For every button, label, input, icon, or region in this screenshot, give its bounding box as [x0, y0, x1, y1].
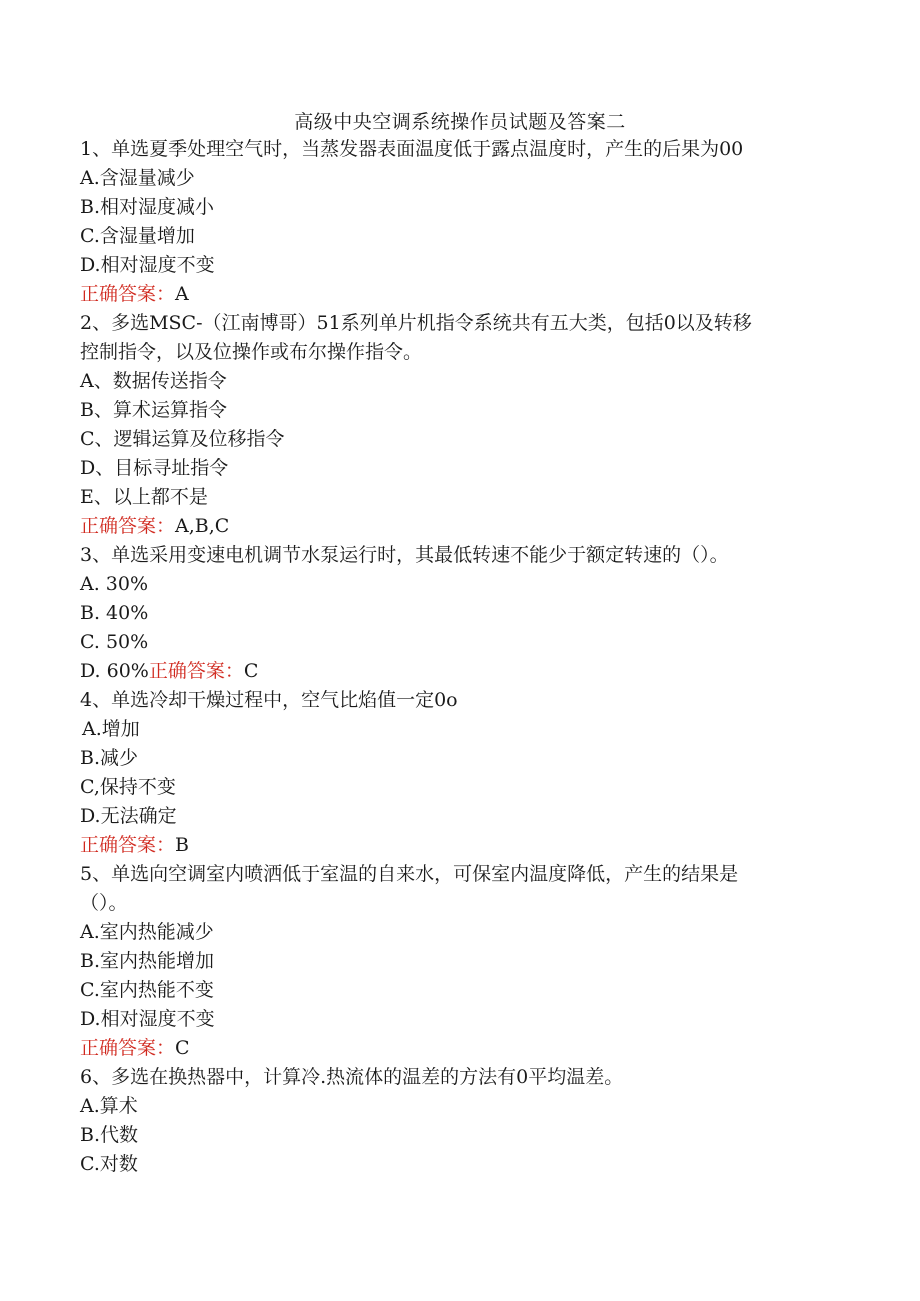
question-stem: 1、单选夏季处理空气时，当蒸发器表面温度低于露点温度时，产生的后果为00 — [80, 138, 744, 160]
document-title: 高级中央空调系统操作员试题及答案二 — [294, 111, 626, 133]
option-a: A、数据传送指令 — [80, 370, 227, 392]
option-b: B、算术运算指令 — [80, 399, 227, 421]
option-b: B.代数 — [80, 1124, 139, 1146]
question-stem: 4、单选冷却干燥过程中，空气比焰值一定0o — [80, 689, 458, 711]
option-b: B. 40% — [80, 602, 149, 624]
question-5 — [80, 860, 850, 1063]
option-c: C.含湿量增加 — [80, 225, 195, 247]
question-2 — [80, 309, 850, 541]
answer-label: 正确答案： — [80, 834, 176, 856]
question-stem: 3、单选采用变速电机调节水泵运行时，其最低转速不能少于额定转速的（）。 — [80, 544, 729, 566]
option-c: C.室内热能不变 — [80, 979, 214, 1001]
option-b: B.减少 — [80, 747, 139, 769]
question-1 — [80, 135, 850, 309]
answer-value: A — [175, 283, 189, 305]
answer-label: 正确答案： — [80, 1037, 176, 1059]
answer-value: B — [175, 834, 189, 856]
answer-label: 正确答案： — [80, 283, 176, 305]
option-c: C. 50% — [80, 631, 149, 653]
option-d: D. 60% — [80, 660, 149, 682]
answer-line — [80, 280, 850, 309]
option-c: C.对数 — [80, 1153, 138, 1175]
answer-line — [80, 831, 850, 860]
option-c: C、逻辑运算及位移指令 — [80, 428, 285, 450]
question-list — [80, 135, 850, 1179]
option-d-with-answer — [80, 657, 850, 686]
option-d: D.相对湿度不变 — [80, 254, 215, 276]
option-c: C,保持不变 — [80, 776, 176, 798]
question-stem: 6、多选在换热器中，计算冷.热流体的温差的方法有0平均温差。 — [80, 1066, 624, 1088]
question-stem-line-2: 控制指令，以及位操作或布尔操作指令。 — [80, 341, 423, 363]
option-e: E、以上都不是 — [80, 486, 208, 508]
answer-line — [80, 1034, 850, 1063]
answer-value: C — [243, 660, 259, 682]
option-a: A.含湿量减少 — [80, 167, 195, 189]
question-4 — [80, 686, 850, 860]
question-stem-line-1: 2、多选MSC-（江南博哥）51系列单片机指令系统共有五大类，包括0以及转移 — [80, 312, 752, 334]
option-a: A.室内热能减少 — [80, 921, 214, 943]
option-a: A.增加 — [82, 718, 140, 740]
answer-value: C — [175, 1037, 190, 1059]
option-d: D、目标寻址指令 — [80, 457, 229, 479]
answer-line — [80, 512, 850, 541]
question-stem-line-2: （）。 — [80, 892, 128, 914]
answer-label: 正确答案： — [148, 660, 244, 682]
option-b: B.相对湿度减小 — [80, 196, 215, 218]
answer-value: A,B,C — [175, 515, 230, 537]
option-a: A. 30% — [80, 573, 149, 595]
question-3 — [80, 541, 850, 686]
option-d: D.相对湿度不变 — [80, 1008, 215, 1030]
option-a: A.算术 — [80, 1095, 138, 1117]
question-stem-line-1: 5、单选向空调室内喷洒低于室温的自来水，可保室内温度降低，产生的结果是 — [80, 863, 739, 885]
answer-label: 正确答案： — [80, 515, 176, 537]
option-b: B.室内热能增加 — [80, 950, 215, 972]
question-6 — [80, 1063, 850, 1179]
option-d: D.无法确定 — [80, 805, 177, 827]
